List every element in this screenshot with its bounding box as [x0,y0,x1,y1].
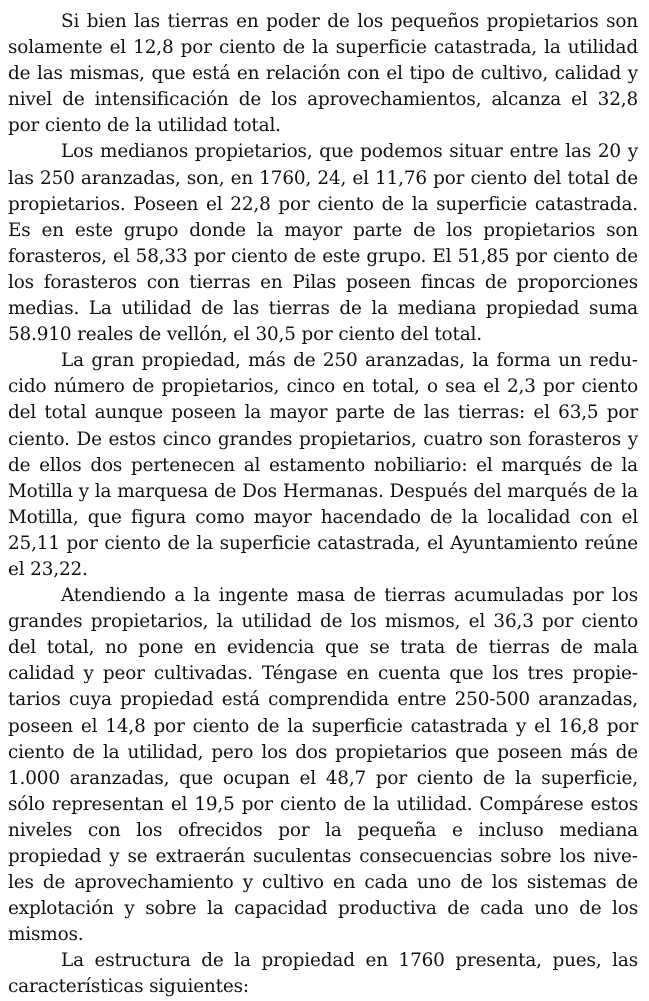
paragraph-utility-analysis: Atendiendo a la ingente masa de tierras acumuladas por los grandes propietarios, la utilidad de los mismos, el 36,3 por ciento del total, no pone en evidencia que se trata de tierras de mala calidad y peor cultivadas. Téngase en cuenta que los tres propietarios cuya propiedad está comprendida entre 250-500 aranzadas, poseen el 14,8 por ciento de la superficie catastrada y el 16,8 por ciento de la utilidad, pero los dos propietarios que poseen más de 1.000 aranzadas, que ocupan el 48,7 por ciento de la superficie, sólo representan el 19,5 por ciento de la utilidad. Compárese estos niveles con los ofrecidos por la pequeña e incluso mediana propiedad y se extraerán suculentas consecuencias sobre los niveles de aprovechamiento y cultivo en cada uno de los sistemas de explotación y sobre la capacidad productiva de cada uno de los mismos. [8,585,638,946]
paragraph-medium-owners: Los medianos propietarios, que podemos situar entre las 20 y las 250 aranzadas, son, en 1760, 24, el 11,76 por ciento del total de propietarios. Poseen el 22,8 por ciento de la superficie catastrada. Es en este grupo donde la mayor parte de los propietarios son forasteros, el 58,33 por ciento de este grupo. El 51,85 por ciento de los forasteros con tierras en Pilas poseen fincas de proporciones medias. La utilidad de las tierras de la mediana propiedad suma 58.910 reales de vellón, el 30,5 por ciento del total. [8,141,638,346]
paragraph-structure-intro: La estructura de la propiedad en 1760 presenta, pues, las características siguientes: [8,950,638,998]
document-page [8,9,638,1001]
paragraph-small-owners: Si bien las tierras en poder de los pequeños propietarios son solamente el 12,8 por ciento de la superficie catastrada, la utilidad de las mismas, que está en relación con el tipo de cultivo, calidad y nivel de intensificación de los aprovechamientos, alcanza el 32,8 por ciento de la utilidad total. [8,11,638,137]
paragraph-large-owners: La gran propiedad, más de 250 aranzadas, la forma un reducido número de propietarios, cinco en total, o sea el 2,3 por ciento del total aunque poseen la mayor parte de las tierras: el 63,5 por ciento. De estos cinco grandes propietarios, cuatro son forasteros y de ellos dos pertenecen al estamento nobiliario: el marqués de la Motilla y la marquesa de Dos Hermanas. Después del marqués de la Motilla, que figura como mayor hacendado de la localidad con el 25,11 por ciento de la superficie catastrada, el Ayuntamiento reúne el 23,22. [8,350,638,580]
